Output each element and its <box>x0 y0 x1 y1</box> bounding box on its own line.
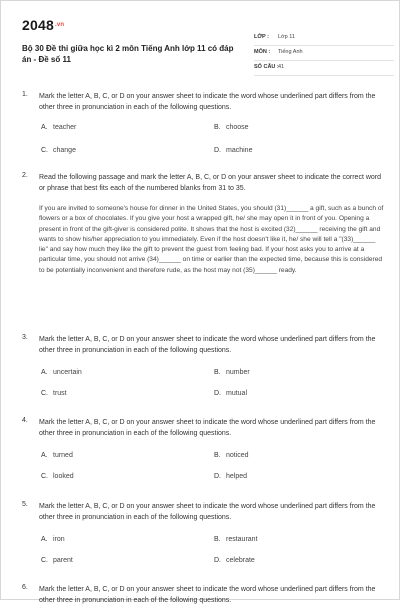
meta-value: Lớp 11 <box>278 34 295 40</box>
option-letter: A. <box>41 369 48 376</box>
option-word: restaurant <box>226 536 258 543</box>
option-word: number <box>226 369 250 376</box>
option-letter: C. <box>41 557 48 564</box>
option-letter: B. <box>214 369 221 376</box>
option-letter: D. <box>214 473 221 480</box>
question-instruction: Mark the letter A, B, C, or D on your answer sheet to indicate the word whose underlined part differs from the other three in pronunciation in each of the following questions. <box>39 586 376 604</box>
option-letter: B. <box>214 452 221 459</box>
answer-option[interactable] <box>41 473 74 480</box>
question-instruction: Mark the letter A, B, C, or D on your answer sheet to indicate the word whose underlined part differs from the other three in pronunciation in each of the following questions. <box>39 419 376 437</box>
option-word: teacher <box>53 124 77 131</box>
document-title: Bộ 30 Đề thi giữa học kì 2 môn Tiếng Anh lớp 11 có đáp án - Đề số 11 <box>22 44 234 64</box>
option-letter: A. <box>41 536 48 543</box>
answer-option[interactable] <box>214 124 249 131</box>
answer-option[interactable] <box>41 452 73 459</box>
question-number: 6. <box>22 584 28 591</box>
option-word: turned <box>53 452 73 459</box>
answer-option[interactable] <box>214 390 247 397</box>
meta-table <box>254 31 394 76</box>
meta-row-count <box>254 61 394 76</box>
question-number: 1. <box>22 91 28 98</box>
option-letter: C. <box>41 473 48 480</box>
answer-option[interactable] <box>41 557 73 564</box>
answer-option[interactable] <box>214 557 255 564</box>
question-number: 5. <box>22 501 28 508</box>
option-word: change <box>53 147 76 154</box>
logo-suffix-text: .vn <box>54 22 65 28</box>
option-word: iron <box>53 536 65 543</box>
reading-passage: If you are invited to someone's house for dinner in the United States, you should (31)______ a gift, such as a bunch of flowers or a box of chocolates. If you give your host a wrapped gift, he/ she may open it in front of you. Opening a present in front of the gift-giver is considered polite. It shows that the host is excited (32)______ receiving the gift and wants to show his/her appreciation to you immediately. Even if the host doesn't like it, he/ she will tell a "(33)______ lie" and say how much they like the gift to prevent the guest from feeling bad. If your host asks you to arrive at a particular time, you should not arrive (34)______ on time or earlier than the expected time, because this is considered to be potentially inconvenient and therefore rude, as the host may not (35)______ ready. <box>39 205 384 274</box>
answer-option[interactable] <box>214 452 249 459</box>
meta-label: MÔN : <box>254 49 271 55</box>
option-word: uncertain <box>53 369 82 376</box>
answer-option[interactable] <box>41 390 67 397</box>
meta-value: Tiếng Anh <box>278 49 303 55</box>
question-instruction: Read the following passage and mark the letter A, B, C, or D on your answer sheet to indicate the correct word or phrase that best fits each of the numbered blanks from 31 to 35. <box>39 174 382 192</box>
logo-main-text: 2048 <box>22 17 54 33</box>
question-instruction: Mark the letter A, B, C, or D on your answer sheet to indicate the word whose underlined part differs from the other three in pronunciation in each of the following questions. <box>39 503 376 521</box>
option-letter: A. <box>41 124 48 131</box>
site-logo[interactable] <box>22 17 64 33</box>
answer-option[interactable] <box>41 369 82 376</box>
answer-option[interactable] <box>41 536 65 543</box>
option-word: looked <box>53 473 74 480</box>
document-header <box>22 15 382 70</box>
option-letter: C. <box>41 390 48 397</box>
option-word: parent <box>53 557 73 564</box>
question-number: 4. <box>22 417 28 424</box>
question-instruction: Mark the letter A, B, C, or D on your answer sheet to indicate the word whose underlined part differs from the other three in pronunciation in each of the following questions. <box>39 336 376 354</box>
option-letter: D. <box>214 147 221 154</box>
option-letter: C. <box>41 147 48 154</box>
option-word: mutual <box>226 390 248 397</box>
option-word: machine <box>226 147 253 154</box>
meta-value: 41 <box>278 64 285 70</box>
question-instruction: Mark the letter A, B, C, or D on your answer sheet to indicate the word whose underlined part differs from the other three in pronunciation in each of the following questions. <box>39 93 376 111</box>
option-letter: A. <box>41 452 48 459</box>
option-letter: D. <box>214 557 221 564</box>
meta-label: LỚP : <box>254 34 269 40</box>
option-word: choose <box>226 124 249 131</box>
option-letter: B. <box>214 124 221 131</box>
option-word: noticed <box>226 452 249 459</box>
option-word: helped <box>226 473 248 480</box>
question-number: 3. <box>22 334 28 341</box>
question-number: 2. <box>22 172 28 179</box>
option-word: trust <box>53 390 67 397</box>
meta-label: SỐ CÂU : <box>254 64 279 70</box>
answer-option[interactable] <box>214 536 258 543</box>
answer-option[interactable] <box>214 473 247 480</box>
answer-option[interactable] <box>41 147 76 154</box>
option-word: celebrate <box>226 557 255 564</box>
answer-option[interactable] <box>214 369 250 376</box>
answer-option[interactable] <box>214 147 252 154</box>
answer-option[interactable] <box>41 124 76 131</box>
option-letter: D. <box>214 390 221 397</box>
meta-row-class <box>254 31 394 46</box>
meta-row-subject <box>254 46 394 61</box>
option-letter: B. <box>214 536 221 543</box>
